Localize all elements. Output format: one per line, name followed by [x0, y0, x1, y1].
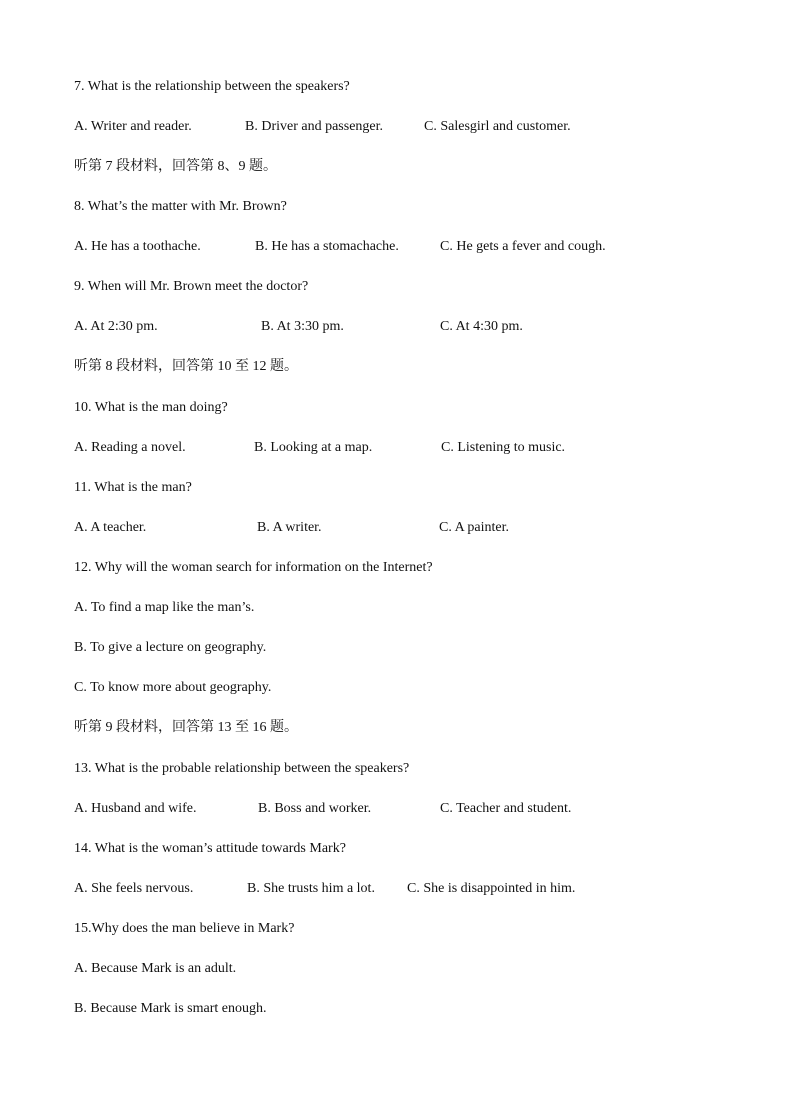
option-b: B. A writer.: [257, 520, 322, 535]
option-a: A. A teacher.: [74, 520, 147, 535]
question-15: 15.Why does the man believe in Mark?: [74, 921, 295, 936]
option-a: A. Husband and wife.: [74, 801, 197, 816]
option-b-line-q15: B. Because Mark is smart enough.: [74, 1001, 267, 1016]
option-a-line-q15: A. Because Mark is an adult.: [74, 961, 237, 976]
option-c: C. A painter.: [439, 520, 509, 535]
option-c: C. Teacher and student.: [440, 801, 572, 816]
section-heading-9: 听第 9 段材料，回答第 13 至 16 题。: [74, 720, 298, 735]
option-c: C. He gets a fever and cough.: [440, 239, 606, 254]
section-heading-7: 听第 7 段材料，回答第 8、9 题。: [74, 159, 277, 174]
option-c: C. She is disappointed in him.: [407, 881, 576, 896]
question-10: 10. What is the man doing?: [74, 400, 228, 415]
option-a: A. He has a toothache.: [74, 239, 201, 254]
option-b-line-q12: B. To give a lecture on geography.: [74, 640, 267, 655]
question-12: 12. Why will the woman search for information on the Internet?: [74, 560, 433, 575]
question-14: 14. What is the woman’s attitude towards Mark?: [74, 841, 346, 856]
question-13: 13. What is the probable relationship between the speakers?: [74, 761, 410, 776]
option-c: C. At 4:30 pm.: [440, 319, 523, 334]
option-b: B. Driver and passenger.: [245, 119, 384, 134]
option-a: A. She feels nervous.: [74, 881, 194, 896]
option-a-line-q12: A. To find a map like the man’s.: [74, 600, 255, 615]
option-a: A. Reading a novel.: [74, 440, 186, 455]
option-c: C. Listening to music.: [441, 440, 566, 455]
option-a: A. Writer and reader.: [74, 119, 192, 134]
question-9: 9. When will Mr. Brown meet the doctor?: [74, 279, 309, 294]
option-c: C. Salesgirl and customer.: [424, 119, 571, 134]
option-b: B. Looking at a map.: [254, 440, 373, 455]
section-heading-8: 听第 8 段材料，回答第 10 至 12 题。: [74, 359, 298, 374]
question-11: 11. What is the man?: [74, 480, 192, 495]
question-7: 7. What is the relationship between the speakers?: [74, 79, 350, 94]
option-b: B. She trusts him a lot.: [247, 881, 375, 896]
question-8: 8. What’s the matter with Mr. Brown?: [74, 199, 287, 214]
option-b: B. He has a stomachache.: [255, 239, 399, 254]
option-b: B. Boss and worker.: [258, 801, 372, 816]
option-b: B. At 3:30 pm.: [261, 319, 344, 334]
option-c-line-q12: C. To know more about geography.: [74, 680, 272, 695]
option-a: A. At 2:30 pm.: [74, 319, 158, 334]
